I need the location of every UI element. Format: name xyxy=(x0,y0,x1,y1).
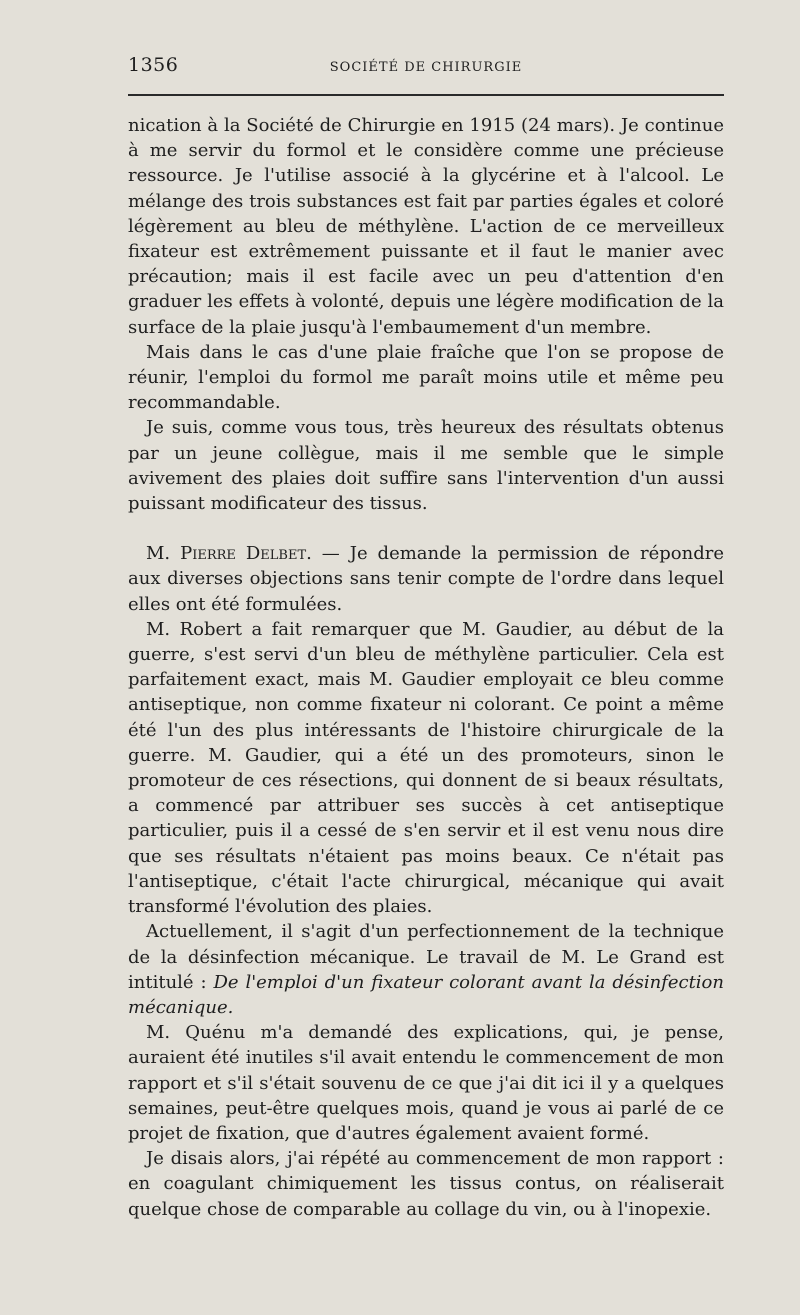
speaker-name: M. Pierre Delbet. xyxy=(146,543,312,565)
paragraph-1: nication à la Société de Chirurgie en 1915 (24 mars). Je continue à me servir du formol et le considère comme une précieuse ressource. Je l'utilise associé à la glycérine et à l'alcool. Le mélange des trois substances est fait par parties égales et coloré légèrement au bleu de méthylène. L'action de ce merveilleux fixateur est extrêmement puissante et il faut le manier avec précaution; mais il est facile avec un peu d'attention d'en graduer les effets à volonté, depuis une légère modification de la surface de la plaie jusqu'à l'embaumement d'un membre. xyxy=(128,115,724,338)
work-title: De l'emploi d'un fixateur colorant avant la désinfection mécanique. xyxy=(128,971,724,1018)
paragraph-4-text: — Je demande la permission de répondre aux diverses objections sans tenir compte de l'ordre dans lequel elles ont été formulées. xyxy=(128,543,724,615)
paragraph-5: M. Robert a fait remarquer que M. Gaudier, au début de la guerre, s'est servi d'un bleu de méthylène particulier. Cela est parfaitement exact, mais M. Gaudier employait ce bleu comme antiseptique, non comme fixateur ni colorant. Ce point a même été l'un des plus intéressants de l'histoire chirurgicale de la guerre. M. Gaudier, qui a été un des promoteurs, sinon le promoteur de ces résections, qui donnent de si beaux résultats, a commencé par attribuer ses succès à cet antiseptique particulier, puis il a cessé de s'en servir et il est venu nous dire que ses résultats n'étaient pas moins beaux. Ce n'était pas l'antiseptique, c'était l'acte chirurgical, mécanique qui avait transformé l'évolution des plaies. xyxy=(128,618,724,918)
paragraph-6 xyxy=(128,919,724,1020)
page-body xyxy=(128,113,724,1222)
paragraph-6-text: Actuellement, il s'agit d'un perfectionnement de la technique de la désinfection mécanique. Le travail de M. Le Grand est intitulé : xyxy=(128,921,724,993)
paragraph-7: M. Quénu m'a demandé des explications, qui, je pense, auraient été inutiles s'il avait entendu le commencement de mon rapport et s'il s'était souvenu de ce que j'ai dit ici il y a quelques semaines, peut-être quelques mois, quand je vous ai parlé de ce projet de fixation, que d'autres également avaient formé. xyxy=(128,1022,724,1144)
paragraph-8: Je disais alors, j'ai répété au commencement de mon rapport : en coagulant chimiquement les tissus contus, on réaliserait quelque chose de comparable au collage du vin, ou à l'inopexie. xyxy=(128,1148,724,1220)
paragraph-4 xyxy=(128,541,724,617)
header-rule xyxy=(128,94,724,96)
page-header xyxy=(128,52,724,82)
page-number: 1356 xyxy=(128,54,179,76)
paragraph-2: Mais dans le cas d'une plaie fraîche que l'on se propose de réunir, l'emploi du formol me paraît moins utile et même peu recommandable. xyxy=(128,341,724,414)
paragraph-3: Je suis, comme vous tous, très heureux des résultats obtenus par un jeune collègue, mais il me semble que le simple avivement des plaies doit suffire sans l'intervention d'un aussi puissant modificateur des tissus. xyxy=(128,417,724,515)
running-title: SOCIÉTÉ DE CHIRURGIE xyxy=(329,60,523,75)
